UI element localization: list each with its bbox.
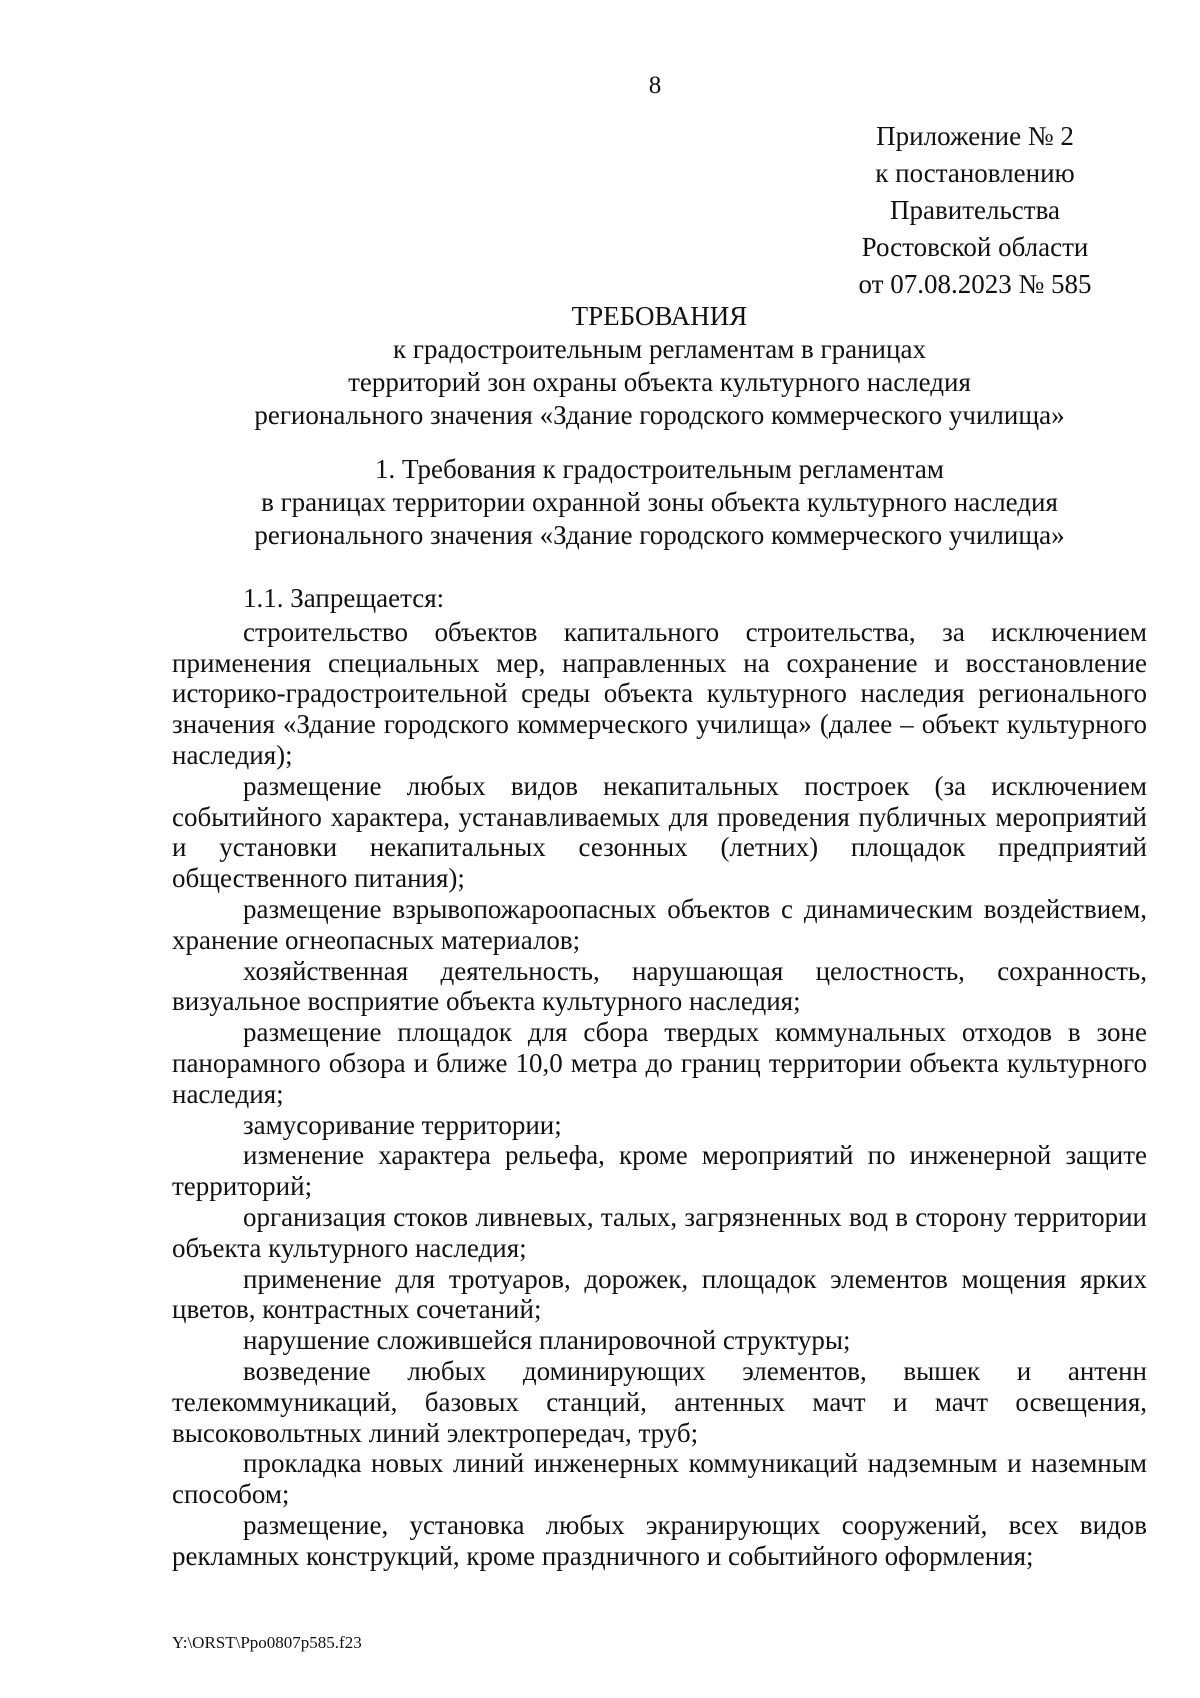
appendix-line: от 07.08.2023 № 585 (858, 269, 1092, 299)
title-heading: ТРЕБОВАНИЯ (571, 301, 748, 331)
prohibition-item: возведение любых доминирующих элементов, вышек и антенн телекоммуникаций, базовых станций, антенных мачт и мачт освещения, высоковольтных линий электропередач, труб; (172, 1355, 1147, 1448)
prohibition-item: нарушение сложившейся планировочной структуры; (243, 1325, 851, 1356)
document-title (172, 300, 1147, 432)
prohibition-item: размещение любых видов некапитальных построек (за исключением событийного характера, устанавливаемых для проведения публичных мероприятий и установки некапитальных сезонных (летних) площадок предприятий общественного питания); (172, 770, 1147, 894)
title-line: территорий зон охраны объекта культурного наследия (348, 367, 971, 397)
prohibition-item: прокладка новых линий инженерных коммуникаций надземным и наземным способом; (172, 1448, 1147, 1510)
prohibition-item: организация стоков ливневых, талых, загрязненных вод в сторону территории объекта культурного наследия; (172, 1201, 1147, 1263)
file-path-footer: Y:\ORST\Ppo0807p585.f23 (172, 1633, 362, 1652)
page-number: 8 (648, 72, 662, 99)
appendix-line: Правительства (890, 195, 1060, 225)
appendix-line: Приложение № 2 (876, 121, 1074, 151)
section-line: 1. Требования к градостроительным регламентам (375, 454, 944, 484)
subsection-heading: 1.1. Запрещается: (243, 583, 445, 613)
prohibition-item: изменение характера рельефа, кроме мероприятий по инженерной защите территорий; (172, 1140, 1147, 1202)
document-body (172, 583, 1147, 1572)
prohibition-item: применение для тротуаров, дорожек, площадок элементов мощения ярких цветов, контрастных сочетаний; (172, 1263, 1147, 1325)
appendix-line: к постановлению (875, 158, 1075, 188)
title-line: к градостроительным регламентам в границах (393, 334, 926, 364)
prohibition-item: строительство объектов капитального строительства, за исключением применения специальных мер, направленных на сохранение и восстановление историко-градостроительной среды объекта культурного наследия регионального значения «Здание городского коммерческого училища» (далее – объект культурного наследия); (172, 616, 1147, 770)
appendix-reference (835, 118, 1115, 303)
section-line: в границах территории охранной зоны объекта культурного наследия (261, 487, 1058, 517)
prohibition-item: размещение площадок для сбора твердых коммунальных отходов в зоне панорамного обзора и ближе 10,0 метра до границ территории объекта культурного наследия; (172, 1017, 1147, 1109)
prohibition-item: замусоривание территории; (243, 1109, 562, 1140)
section-heading (172, 453, 1147, 552)
appendix-line: Ростовской области (861, 232, 1089, 262)
prohibition-item: размещение, установка любых экранирующих сооружений, всех видов рекламных конструкций, кроме праздничного и событийного оформления; (172, 1509, 1147, 1571)
title-line: регионального значения «Здание городского коммерческого училища» (254, 400, 1065, 430)
prohibition-item: размещение взрывопожароопасных объектов с динамическим воздействием, хранение огнеопасных материалов; (172, 893, 1147, 955)
prohibition-item: хозяйственная деятельность, нарушающая целостность, сохранность, визуальное восприятие объекта культурного наследия; (172, 955, 1147, 1017)
section-line: регионального значения «Здание городского коммерческого училища» (254, 520, 1065, 550)
